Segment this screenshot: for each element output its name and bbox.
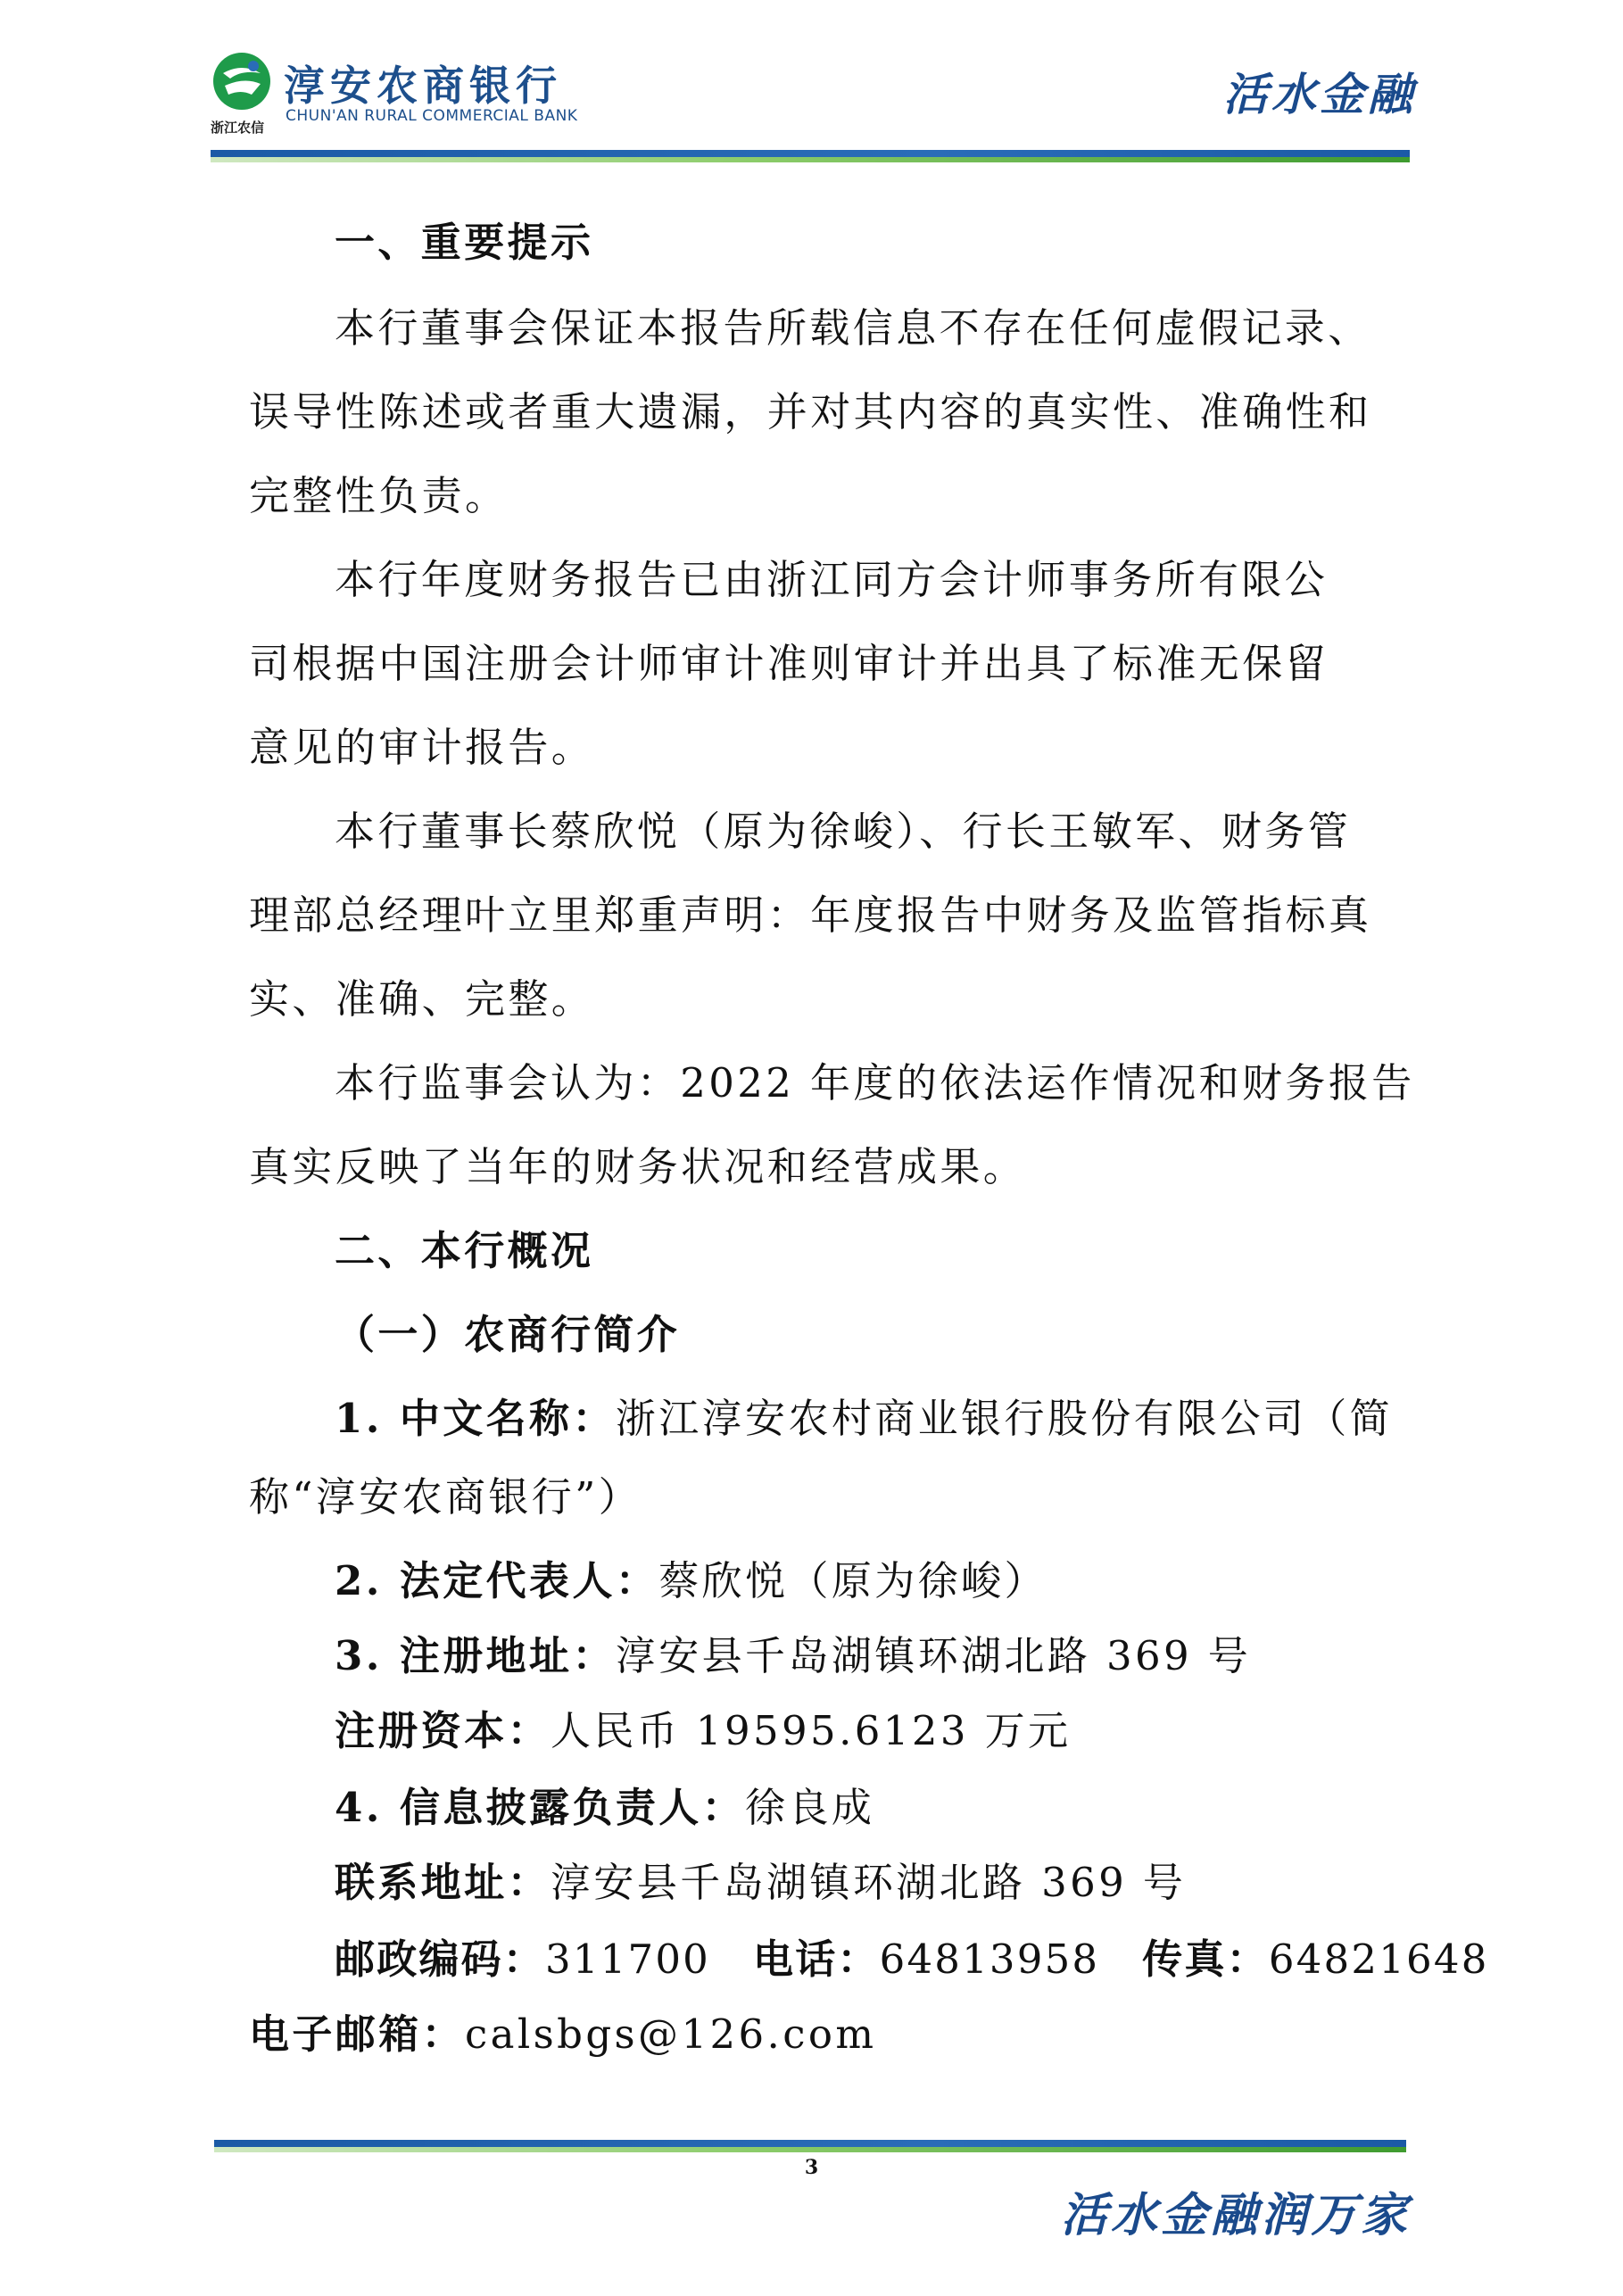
paragraph-line: 本行董事长蔡欣悦（原为徐峻）、行长王敏军、财务管 — [335, 808, 1352, 855]
email-value: calsbgs@126.com — [465, 2010, 877, 2058]
legal-representative-value: 蔡欣悦（原为徐峻） — [658, 1557, 1047, 1604]
divider-blue-stripe — [214, 2140, 1406, 2147]
paragraph-line: 意见的审计报告。 — [249, 724, 595, 771]
chinese-name-label: 1. 中文名称： — [335, 1395, 616, 1442]
email-row — [249, 2008, 876, 2061]
paragraph-line: 本行董事会保证本报告所载信息不存在任何虚假记录、 — [335, 304, 1371, 352]
divider-blue-stripe — [211, 150, 1410, 157]
registered-address-row — [335, 1629, 1251, 1683]
paragraph-line: 误导性陈述或者重大遗漏，并对其内容的真实性、准确性和 — [249, 388, 1372, 435]
fax-label: 传真： — [1142, 1935, 1269, 1983]
header-divider — [211, 150, 1410, 162]
registered-capital-value: 人民币 19595.6123 万元 — [551, 1707, 1072, 1754]
footer-slogan: 活水金融润万家 — [1060, 2188, 1411, 2242]
disclosure-officer-label: 4. 信息披露负责人： — [335, 1784, 746, 1831]
paragraph-line: 实、准确、完整。 — [249, 975, 595, 1023]
footer-divider — [214, 2140, 1406, 2152]
registered-capital-label: 注册资本： — [335, 1707, 551, 1754]
subsection-heading-profile: （一）农商行简介 — [335, 1311, 681, 1358]
paragraph-line: 真实反映了当年的财务状况和经营成果。 — [249, 1143, 1027, 1190]
contact-address-row — [335, 1856, 1186, 1910]
registered-address-value: 淳安县千岛湖镇环湖北路 369 号 — [615, 1632, 1252, 1679]
registered-capital-row — [335, 1704, 1071, 1758]
contact-numbers-row — [335, 1933, 1489, 1986]
fax-value: 64821648 — [1268, 1935, 1489, 1983]
paragraph-line: 本行年度财务报告已由浙江同方会计师事务所有限公 — [335, 556, 1329, 603]
section-heading-important-notice: 一、重要提示 — [335, 219, 594, 266]
disclosure-officer-value: 徐良成 — [745, 1784, 875, 1831]
page-number: 3 — [804, 2156, 819, 2179]
paragraph-line: 司根据中国注册会计师审计准则审计并出具了标准无保留 — [249, 640, 1329, 687]
registered-address-label: 3. 注册地址： — [335, 1632, 616, 1679]
phone-value: 64813958 — [879, 1935, 1100, 1983]
bank-name-chinese: 淳安农商银行 — [284, 62, 562, 110]
chinese-name-value: 浙江淳安农村商业银行股份有限公司（简 — [615, 1395, 1394, 1442]
bank-logo — [211, 46, 782, 136]
logo-badge-text: 浙江农信 — [211, 120, 265, 136]
disclosure-officer-row — [335, 1781, 874, 1835]
divider-green-stripe — [214, 2147, 1406, 2152]
legal-representative-label: 2. 法定代表人： — [335, 1557, 659, 1604]
paragraph-line: 本行监事会认为：2022 年度的依法运作情况和财务报告 — [335, 1059, 1415, 1107]
header-slogan: 活水金融 — [1223, 68, 1416, 120]
paragraph-line: 理部总经理叶立里郑重声明：年度报告中财务及监管指标真 — [249, 891, 1372, 939]
email-label: 电子邮箱： — [249, 2010, 466, 2058]
paragraph-line: 完整性负责。 — [249, 472, 509, 519]
contact-address-value: 淳安县千岛湖镇环湖北路 369 号 — [551, 1859, 1187, 1906]
divider-green-stripe — [211, 157, 1410, 162]
chinese-name-row — [335, 1392, 1393, 1446]
bank-name-english: CHUN'AN RURAL COMMERCIAL BANK — [286, 107, 578, 125]
bank-logo-icon — [211, 50, 273, 112]
postcode-value: 311700 — [545, 1935, 710, 1983]
phone-label: 电话： — [753, 1935, 880, 1983]
contact-address-label: 联系地址： — [335, 1859, 551, 1906]
chinese-name-continued: 称“淳安农商银行”） — [249, 1473, 642, 1521]
postcode-label: 邮政编码： — [335, 1935, 546, 1983]
section-heading-overview: 二、本行概况 — [335, 1227, 594, 1274]
legal-representative-row — [335, 1554, 1047, 1608]
